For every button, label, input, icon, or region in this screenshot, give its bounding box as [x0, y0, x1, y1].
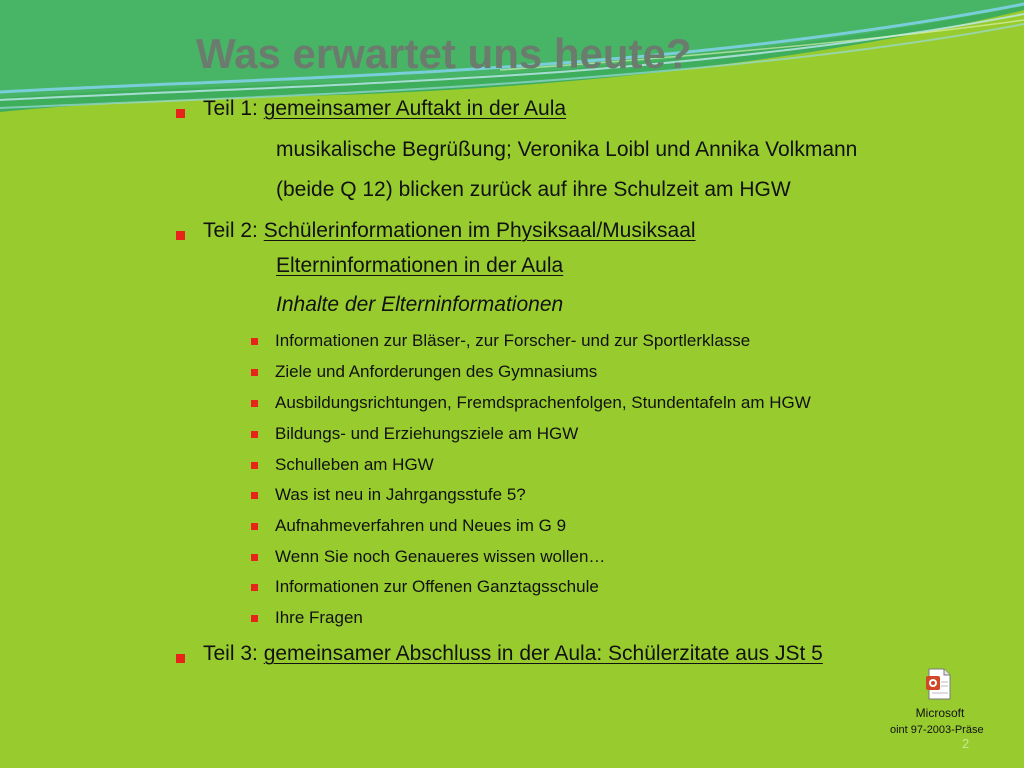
list-item: Bildungs- und Erziehungsziele am HGW	[275, 424, 579, 443]
slide-title: Was erwartet uns heute?	[196, 30, 692, 77]
bullet-square-icon	[176, 654, 185, 663]
bullet-square-icon	[251, 615, 258, 622]
bullet-square-icon	[176, 231, 185, 240]
teil3-heading: gemeinsamer Abschluss in der Aula: Schülerzitate aus JSt 5	[263, 642, 823, 665]
list-item: Ziele und Anforderungen des Gymnasiums	[275, 362, 598, 381]
list-item: Aufnahmeverfahren und Neues im G 9	[275, 516, 567, 535]
bullet-square-icon	[251, 400, 258, 407]
teil2-label: Teil 2:	[203, 219, 264, 242]
bullet-square-icon	[251, 523, 258, 530]
teil2-line	[203, 219, 696, 243]
bullet-square-icon	[176, 109, 185, 118]
teil3-line	[203, 642, 823, 666]
list-item: Informationen zur Bläser-, zur Forscher- und zur Sportlerklasse	[275, 331, 751, 350]
list-item: Informationen zur Offenen Ganztagsschule	[275, 577, 599, 596]
bullet-square-icon	[251, 492, 258, 499]
bullet-square-icon	[251, 431, 258, 438]
bullet-square-icon	[251, 554, 258, 561]
teil1-line	[203, 97, 566, 121]
list-item: Schulleben am HGW	[275, 455, 434, 474]
list-item: Ausbildungsrichtungen, Fremdsprachenfolgen, Stundentafeln am HGW	[275, 393, 811, 412]
powerpoint-document-icon	[926, 668, 952, 700]
embedded-presentation-object[interactable]	[890, 668, 990, 738]
list-item: Was ist neu in Jahrgangsstufe 5?	[275, 485, 526, 504]
teil2-heading-2: Elterninformationen in der Aula	[276, 254, 564, 277]
teil2-subheading: Inhalte der Elterninformationen	[276, 293, 564, 316]
list-item: Ihre Fragen	[275, 608, 363, 627]
teil2-heading-1: Schülerinformationen im Physiksaal/Musiksaal	[263, 219, 696, 242]
embedded-object-caption-1: Microsoft	[915, 706, 965, 720]
teil1-heading: gemeinsamer Auftakt in der Aula	[263, 97, 567, 120]
bullet-square-icon	[251, 462, 258, 469]
slide-number: 2	[962, 736, 970, 751]
teil1-label: Teil 1:	[203, 97, 264, 120]
bullet-square-icon	[251, 584, 258, 591]
bullet-square-icon	[251, 338, 258, 345]
teil1-detail-line-1: musikalische Begrüßung; Veronika Loibl und Annika Volkmann	[276, 138, 858, 161]
header-wave-decoration	[0, 0, 1024, 160]
bullet-square-icon	[251, 369, 258, 376]
teil3-label: Teil 3:	[203, 642, 264, 665]
embedded-object-caption-2: oint 97-2003-Präse	[890, 724, 984, 736]
teil1-detail-line-2: (beide Q 12) blicken zurück auf ihre Schulzeit am HGW	[276, 178, 791, 201]
list-item: Wenn Sie noch Genaueres wissen wollen…	[275, 547, 606, 566]
